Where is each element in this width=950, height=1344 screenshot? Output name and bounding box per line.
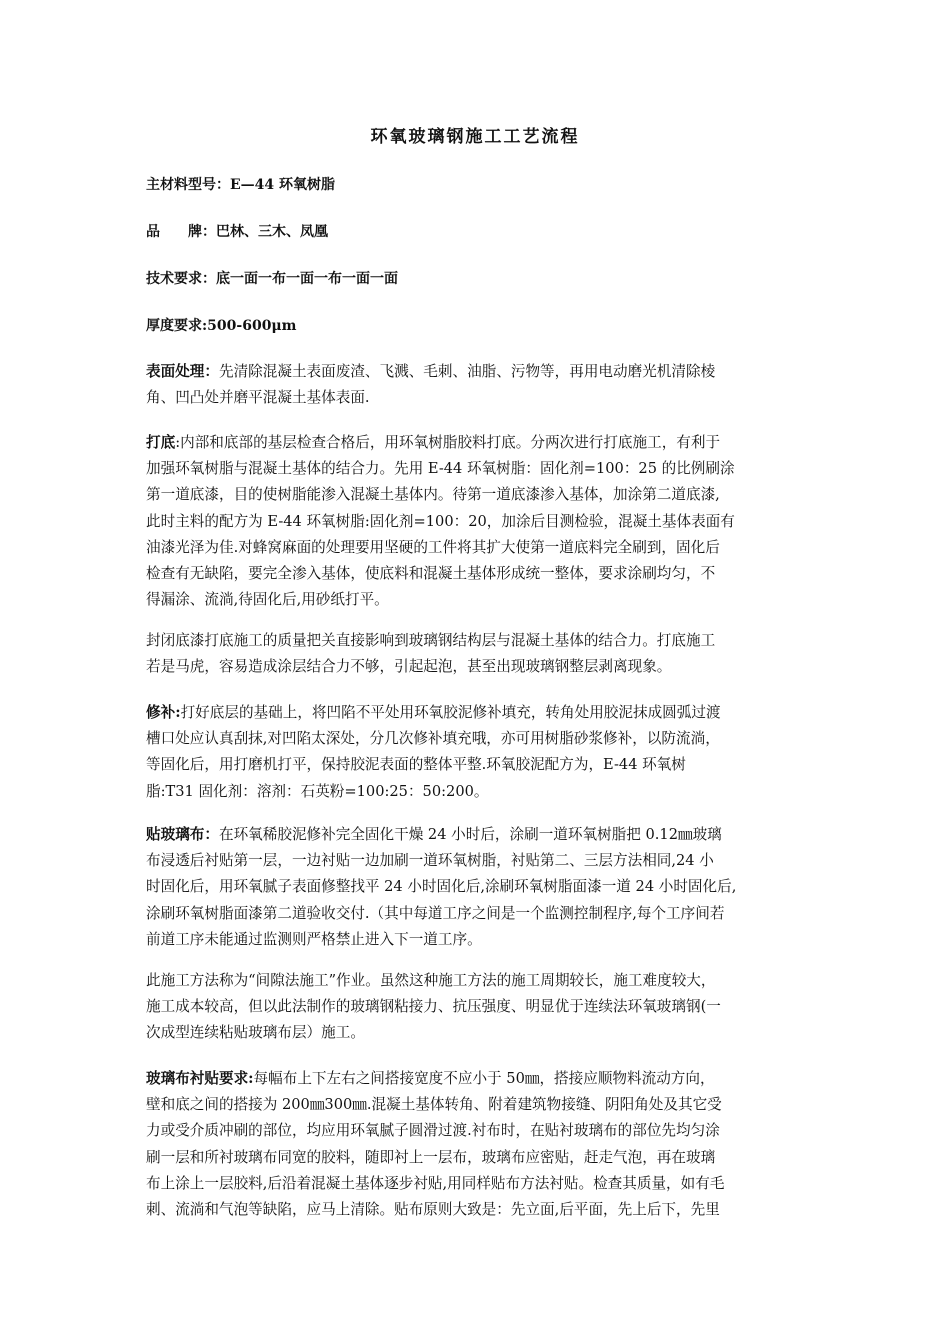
paragraph-line: 打底:内部和底部的基层检查合格后，用环氧树脂胶料打底。分两次进行打底施工，有利于 <box>146 434 721 451</box>
meta-value: 500-600μm <box>207 318 297 334</box>
paragraph-line: 布浸透后衬贴第一层，一边衬贴一边加刷一道环氧树脂，衬贴第二、三层方法相同,24 小 <box>146 852 714 870</box>
meta-thickness-requirement <box>146 315 816 337</box>
paragraph-line: 力或受介质冲刷的部位，均应用环氧腻子圆滑过渡.衬布时，在贴衬玻璃布的部位先均匀涂 <box>146 1122 720 1140</box>
paragraph-line: 次成型连续粘贴玻璃布层）施工。 <box>146 1024 365 1042</box>
paragraph-line: 角、凹凸处并磨平混凝土基体表面. <box>146 389 370 407</box>
section-glass-cloth <box>146 822 816 953</box>
paragraph-line: 此施工方法称为“间隙法施工”作业。虽然这种施工方法的施工周期较长，施工难度较大， <box>146 972 716 989</box>
paragraph-line: 施工成本较高，但以此法制作的玻璃钢粘接力、抗压强度、明显优于连续法环氧玻璃钢(一 <box>146 998 721 1016</box>
paragraph-line: 布上涂上一层胶料,后沿着混凝土基体逐步衬贴,用同样贴布方法衬贴。检查其质量，如有毛 <box>146 1174 725 1192</box>
section-repair <box>146 700 816 805</box>
paragraph-line: 前道工序未能通过监测则严格禁止进入下一道工序。 <box>146 930 482 948</box>
paragraph-line: 壁和底之间的搭接为 200㎜300㎜.混凝土基体转角、附着建筑物接缝、阴阳角处及其它受 <box>146 1096 722 1114</box>
paragraph-line: 加强环氧树脂与混凝土基体的结合力。先用 E-44 环氧树脂：固化剂=100：25 的比例刷涂 <box>146 460 735 478</box>
meta-label: 主材料型号： <box>146 177 230 193</box>
document-title: 环氧玻璃钢施工工艺流程 <box>370 127 580 147</box>
meta-label: 厚度要求: <box>146 318 208 334</box>
section-interval-method <box>146 968 816 1047</box>
meta-value: 巴林、三木、凤凰 <box>216 224 328 240</box>
paragraph-line: 检查有无缺陷，要完全渗入基体，使底料和混凝土基体形成统一整体，要求涂刷均匀，不 <box>146 565 716 583</box>
section-cloth-lining-requirements <box>146 1066 816 1223</box>
meta-value: 底一面一布一面一布一面一面 <box>216 271 398 287</box>
section-primer <box>146 430 816 613</box>
paragraph-line: 涂刷环氧树脂面漆第二道验收交付.（其中每道工序之间是一个监测控制程序,每个工序间若 <box>146 904 725 922</box>
meta-brand <box>146 221 816 243</box>
meta-material-model <box>146 174 816 196</box>
meta-value: E—44 环氧树脂 <box>230 177 336 193</box>
section-heading: 修补: <box>146 704 181 721</box>
paragraph-line: 此时主料的配方为 E-44 环氧树脂:固化剂=100：20，加涂后目测检验，混凝土基体表面有 <box>146 512 735 530</box>
paragraph-line: 时固化后，用环氧腻子表面修整找平 24 小时固化后,涂刷环氧树脂面漆一道 24 小时固化后, <box>146 878 737 896</box>
section-sealing-primer-note <box>146 628 816 680</box>
meta-label: 技术要求： <box>146 271 216 287</box>
paragraph-line: 刷一层和所衬玻璃布同宽的胶料，随即衬上一层布，玻璃布应密贴，赶走气泡，再在玻璃 <box>146 1148 716 1166</box>
paragraph-line: 修补:打好底层的基础上，将凹陷不平处用环氧胶泥修补填充，转角处用胶泥抹成圆弧过渡 <box>146 704 721 721</box>
paragraph-line: 槽口处应认真刮抹,对凹陷太深处，分几次修补填充哦，亦可用树脂砂浆修补，以防流淌， <box>146 730 720 748</box>
meta-technical-requirement <box>146 268 816 290</box>
paragraph-line: 表面处理：先清除混凝土表面废渣、飞溅、毛刺、油脂、污物等，再用电动磨光机清除棱 <box>146 363 716 380</box>
section-heading: 贴玻璃布： <box>146 826 219 843</box>
section-heading: 表面处理： <box>146 363 219 380</box>
paragraph-line: 脂:T31 固化剂：溶剂：石英粉=100:25：50:200。 <box>146 782 489 800</box>
paragraph-line: 贴玻璃布：在环氧稀胶泥修补完全固化干燥 24 小时后，涂刷一道环氧树脂把 0.12㎜玻璃 <box>146 826 722 843</box>
section-surface-treatment <box>146 359 816 411</box>
paragraph-line: 玻璃布衬贴要求:每幅布上下左右之间搭接宽度不应小于 50㎜，搭接应顺物料流动方向， <box>146 1070 715 1087</box>
meta-label: 品 牌： <box>146 224 216 240</box>
paragraph-line: 等固化后，用打磨机打平，保持胶泥表面的整体平整.环氧胶泥配方为，E-44 环氧树 <box>146 756 686 774</box>
paragraph-line: 若是马虎，容易造成涂层结合力不够，引起起泡，甚至出现玻璃钢整层剥离现象。 <box>146 658 672 676</box>
paragraph-line: 油漆光泽为佳.对蜂窝麻面的处理要用坚硬的工件将其扩大使第一道底料完全刷到，固化后 <box>146 538 720 556</box>
paragraph-line: 得漏涂、流淌,待固化后,用砂纸打平。 <box>146 591 389 609</box>
paragraph-line: 刺、流淌和气泡等缺陷，应马上清除。贴布原则大致是：先立面,后平面，先上后下，先里 <box>146 1201 720 1219</box>
paragraph-line: 第一道底漆，目的使树脂能渗入混凝土基体内。待第一道底漆渗入基体，加涂第二道底漆, <box>146 486 720 504</box>
section-heading: 玻璃布衬贴要求: <box>146 1070 254 1087</box>
section-heading: 打底 <box>146 434 176 451</box>
paragraph-line: 封闭底漆打底施工的质量把关直接影响到玻璃钢结构层与混凝土基体的结合力。打底施工 <box>146 632 716 649</box>
